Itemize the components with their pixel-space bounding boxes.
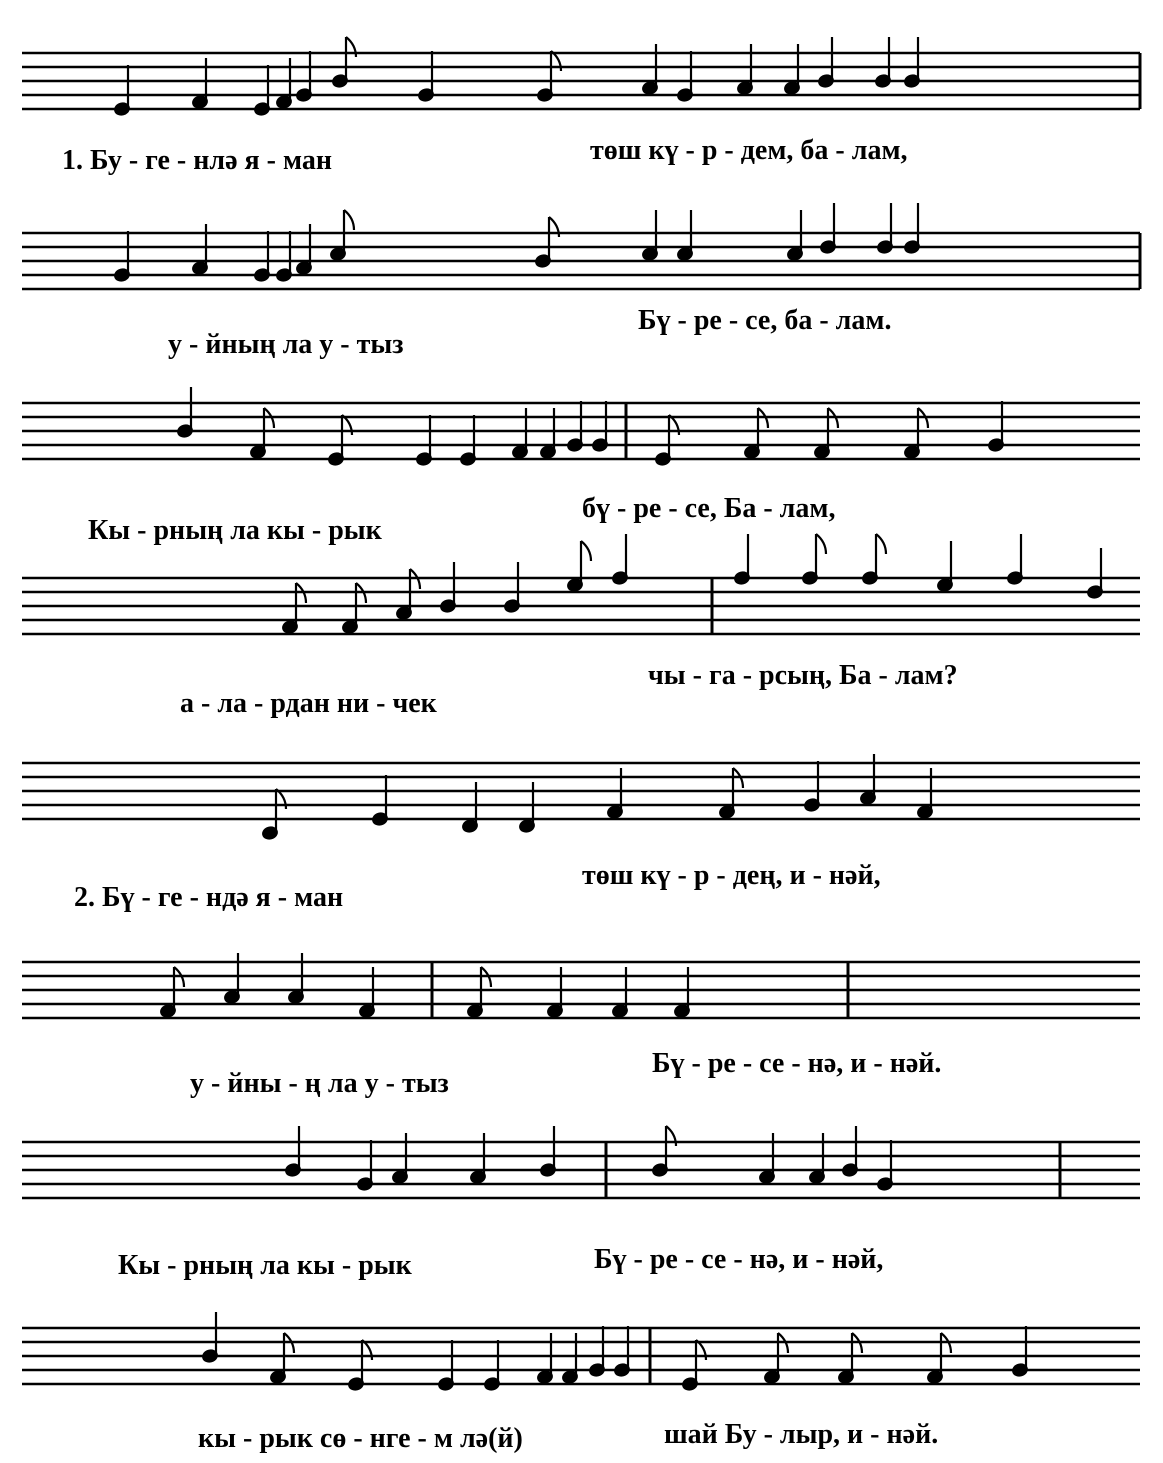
lyric-s7-a: Кы - рның ла кы - рык [118,1250,412,1281]
lyric-s1-b: төш кү - р - дем, ба - лам, [590,135,908,166]
lyric-s4-b: чы - га - рсың, Ба - лам? [648,660,958,691]
lyric-s5-a: 2. Бү - ге - ндә я - ман [74,882,344,913]
lyric-s7-b: Бү - ре - се - нә, и - нәй, [594,1244,884,1275]
note-flag [344,210,354,230]
lyric-s2-b: Бү - ре - се, ба - лам. [638,305,892,336]
note-flag [876,534,886,554]
lyric-s6-a: у - йны - ң ла у - тыз [190,1068,449,1099]
lyric-s4-a: а - ла - рдан ни - чек [180,688,437,719]
lyric-s3-a: Кы - рның ла кы - рык [88,515,382,546]
lyric-s6-b: Бү - ре - се - нә, и - нәй. [652,1048,942,1079]
lyric-s1-a: 1. Бу - ге - нлә я - ман [62,145,332,176]
note-flag [816,534,826,554]
lyric-s5-b: төш кү - р - дең, и - нәй, [582,860,881,891]
lyric-s8-a: кы - рык сө - нге - м лә(й) [198,1423,523,1454]
lyric-s3-b: бү - ре - се, Ба - лам, [582,493,836,524]
lyric-s2-a: у - йның ла у - тыз [168,329,404,360]
lyric-s8-b: шай Бу - лыр, и - нәй. [664,1419,939,1450]
note-flag [581,541,591,561]
